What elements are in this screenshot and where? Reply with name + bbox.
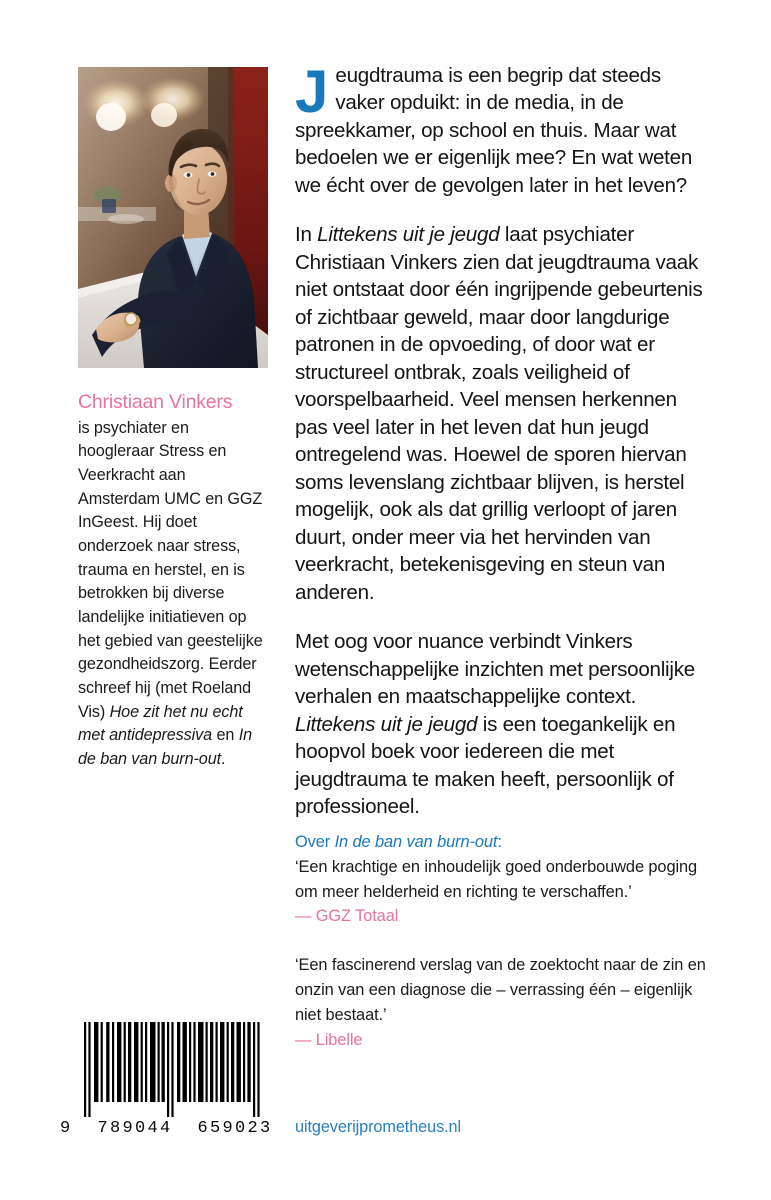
quote-block bbox=[295, 830, 707, 929]
author-name: Christiaan Vinkers bbox=[78, 391, 233, 413]
blurb-column bbox=[295, 58, 707, 821]
book-title-italic-1: Littekens uit je jeugd bbox=[317, 223, 500, 247]
author-photo bbox=[78, 67, 268, 368]
press-quotes-section bbox=[295, 830, 707, 1053]
author-portrait-image bbox=[78, 67, 268, 368]
isbn-digits: 9 789044 659023 bbox=[60, 1119, 273, 1138]
quote-block bbox=[295, 953, 707, 1052]
publisher-website-link[interactable]: uitgeverijprometheus.nl bbox=[295, 1118, 462, 1136]
quote-intro-post: : bbox=[497, 833, 502, 851]
blurb-lead-paragraph bbox=[295, 58, 707, 199]
blurb-p3-pre: Met oog voor nuance verbindt Vinkers wetenschappelijke inzichten met persoonlijke verhalen en maatschappelijke context. bbox=[295, 630, 695, 709]
blurb-lead-text: eugdtrauma is een begrip dat steeds vaker opduikt: in de media, in de spreekkamer, op school en thuis. Maar wat bedoelen we er eigenlijk mee? En wat weten we écht over de gevolgen later in het leven? bbox=[295, 64, 693, 197]
quote-attribution: — Libelle bbox=[295, 1030, 363, 1049]
author-previous-book-title-2: In de ban van burn-out bbox=[78, 726, 252, 769]
blurb-paragraph-3 bbox=[295, 628, 707, 820]
quote-attribution: — GGZ Totaal bbox=[295, 907, 399, 926]
quote-intro-book-title: In de ban van burn-out bbox=[334, 833, 498, 851]
author-bio-lead: is psychiater en hoogleraar Stress en Veerkracht aan Amsterdam UMC en GGZ InGeest. Hij doet onderzoek naar stress, trauma en herstel, en is betrokken bij diverse landelijke initiatieven op het gebied van geestelijke gezondheidszorg. Eerder schreef hij (met Roeland Vis) bbox=[78, 418, 263, 721]
quote-intro-pre: Over bbox=[295, 833, 335, 851]
blurb-p3-post: is een toegankelijk en hoopvol boek voor iedereen die met jeugdtrauma te maken heeft, persoonlijk of professioneel. bbox=[295, 712, 676, 819]
blurb-p2-post: laat psychiater Christiaan Vinkers zien dat jeugdtrauma vaak niet ontstaat door één ingrijpende gebeurtenis of zichtbaar geweld, maar door langdurige patronen in de opvoeding, of door wat er structureel ontbrak, zoals veiligheid of voorspelbaarheid. Veel mensen herkennen pas veel later in het leven dat hun jeugd ontregelend was. Hoewel de sporen hiervan soms levenslang zichtbaar blijven, is herstel mogelijk, ook als dat grillig verloopt of jaren duurt, onder meer via het hervinden van veerkracht, betekenisgeving en steun van anderen. bbox=[295, 223, 703, 604]
author-bio-mid: en bbox=[212, 726, 239, 745]
blurb-p2-pre: In bbox=[295, 223, 318, 247]
author-column bbox=[78, 67, 268, 772]
author-previous-book-title-1: Hoe zit het nu echt met antidepressiva bbox=[78, 702, 243, 745]
author-bio bbox=[78, 417, 268, 772]
book-title-italic-2: Littekens uit je jeugd bbox=[295, 712, 478, 736]
barcode-bars bbox=[60, 1022, 286, 1117]
isbn-barcode bbox=[60, 1022, 286, 1138]
quote-intro-line bbox=[295, 830, 707, 855]
blurb-paragraph-2 bbox=[295, 221, 707, 606]
quote-text: ‘Een fascinerend verslag van de zoektocht naar de zin en onzin van een diagnose die – verrassing één – eigenlijk niet bestaat.’ bbox=[295, 956, 706, 1024]
author-bio-end: . bbox=[221, 750, 226, 769]
quote-text: ‘Een krachtige en inhoudelijk goed onderbouwde poging om meer helderheid en richting te verschaffen.’ bbox=[295, 857, 698, 901]
drop-cap-letter: J bbox=[295, 58, 328, 125]
